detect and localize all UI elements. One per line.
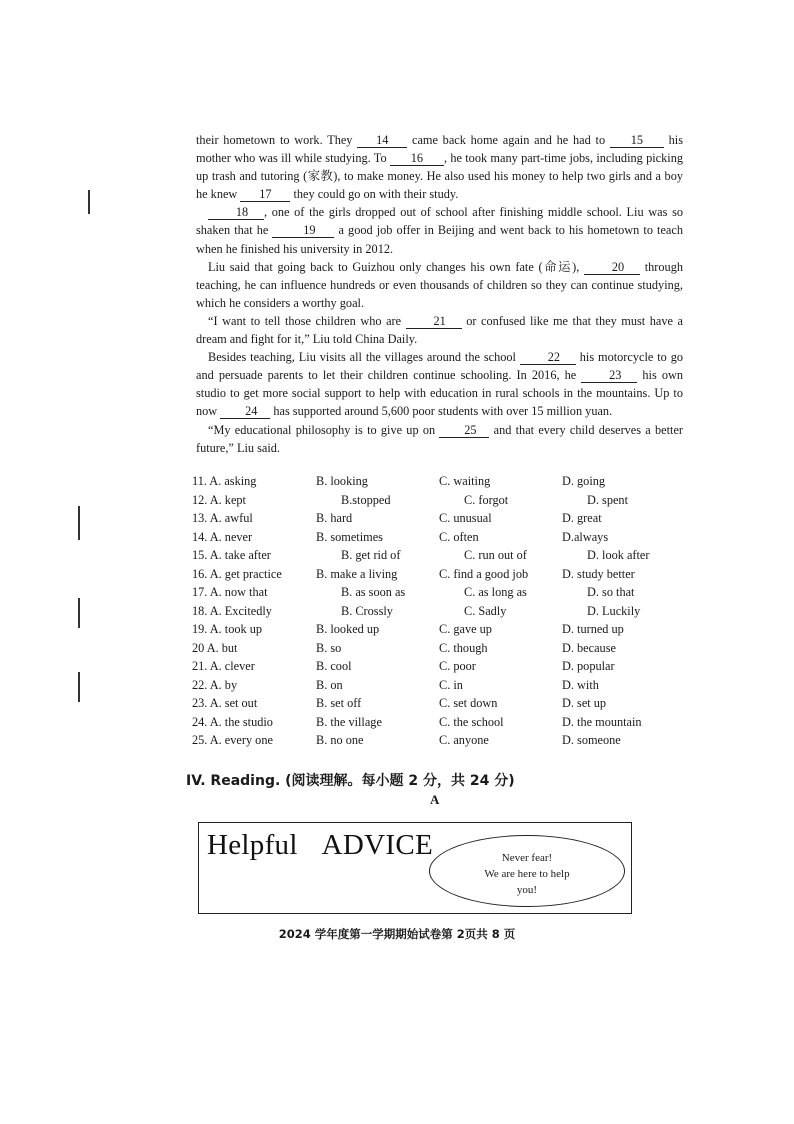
option-d: D. going <box>562 474 606 488</box>
option-d: D. the mountain <box>562 714 642 729</box>
option-b: B. sometimes <box>316 529 383 544</box>
option-a: 18. A. Excitedly <box>192 603 272 618</box>
option-a: 21. A. clever <box>192 659 255 673</box>
text: his motorcycle to go and persuade parents to let their children continue schooling. In 2016, he <box>196 350 683 383</box>
text: , one of the girls dropped out of school after finishing middle school. Liu was so shaken that he <box>196 205 683 238</box>
bubble-line-1: Never fear! <box>501 852 553 864</box>
option-b: B. as soon as <box>341 585 406 599</box>
option-row-21 <box>192 659 692 678</box>
option-c: C. gave up <box>439 622 492 636</box>
text: came back home again and he had to <box>407 133 610 147</box>
option-c: C. forgot <box>464 492 509 507</box>
option-c: C. find a good job <box>439 566 529 581</box>
option-d: D.always <box>562 529 609 544</box>
option-b: B. cool <box>316 659 352 673</box>
option-row-18 <box>192 604 692 623</box>
option-a: 25. A. every one <box>192 733 273 747</box>
option-c: C. poor <box>439 659 476 673</box>
text: his own studio to get more social support to help with education in rural schools in the mountains. Up to now <box>196 368 683 419</box>
option-a: 23. A. set out <box>192 696 258 710</box>
paragraph-4 <box>196 312 683 348</box>
option-row-13 <box>192 511 692 530</box>
cloze-passage <box>196 131 683 457</box>
option-c: C. as long as <box>464 585 527 599</box>
option-d: D. popular <box>562 659 615 673</box>
text: a good job offer in Beijing and went back to his hometown to teach when he finished his university in 2012. <box>196 223 683 256</box>
paragraph-1 <box>196 131 683 203</box>
option-d: D. with <box>562 677 599 692</box>
option-row-14 <box>192 530 692 549</box>
paragraph-5 <box>196 348 683 420</box>
text: has supported around 5,600 poor students with over 15 million yuan. <box>270 404 613 419</box>
option-row-11 <box>192 474 692 493</box>
option-c: C. run out of <box>464 548 527 562</box>
option-row-16 <box>192 567 692 586</box>
option-c: C. waiting <box>439 474 491 488</box>
option-b: B. on <box>316 677 343 692</box>
paragraph-2 <box>196 203 683 257</box>
option-d: D. so that <box>587 585 635 599</box>
advice-ad-box <box>198 822 632 914</box>
blank-23: 23 <box>581 368 637 383</box>
option-b: B. set off <box>316 696 362 710</box>
answer-options <box>192 474 692 752</box>
option-d: D. study better <box>562 566 635 581</box>
blank-16: 16 <box>390 151 444 166</box>
option-b: B. no one <box>316 733 364 747</box>
option-a: 17. A. now that <box>192 585 268 599</box>
option-row-25 <box>192 733 692 752</box>
option-a: 22. A. by <box>192 677 238 692</box>
option-row-24 <box>192 715 692 734</box>
option-b: B. get rid of <box>341 548 401 562</box>
option-row-19 <box>192 622 692 641</box>
option-b: B. hard <box>316 511 353 525</box>
option-c: C. anyone <box>439 733 489 747</box>
paragraph-6 <box>196 421 683 457</box>
text: his mother who was ill while studying. To <box>196 133 683 166</box>
option-c: C. unusual <box>439 511 492 525</box>
option-a: 24. A. the studio <box>192 714 273 729</box>
blank-15: 15 <box>610 133 664 148</box>
option-d: D. spent <box>587 492 628 507</box>
blank-24: 24 <box>220 404 270 419</box>
option-d: D. look after <box>587 548 650 562</box>
blank-14: 14 <box>357 133 407 148</box>
option-a: 11. A. asking <box>192 474 257 488</box>
option-d: D. someone <box>562 733 621 747</box>
option-b: B. so <box>316 640 342 655</box>
option-c: C. in <box>439 677 463 692</box>
text: “My educational philosophy is to give up on <box>208 422 440 437</box>
option-b: B.stopped <box>341 492 391 507</box>
option-a: 12. A. kept <box>192 492 246 507</box>
text: through teaching, he can influence hundreds or even thousands of children so they can continue studying, which he considers a worthy goal. <box>196 259 683 310</box>
blank-21: 21 <box>406 314 462 329</box>
margin-mark <box>78 598 80 628</box>
option-d: D. turned up <box>562 622 624 636</box>
option-c: C. though <box>439 640 488 655</box>
option-row-17 <box>192 585 692 604</box>
option-c: C. often <box>439 529 479 544</box>
section-title: IV. Reading. (阅读理解。每小题 2 分，共 24 分) <box>186 773 515 789</box>
option-c: C. the school <box>439 714 504 729</box>
option-b: B. Crossly <box>341 603 393 618</box>
paragraph-3 <box>196 258 683 312</box>
option-b: B. make a living <box>316 566 398 581</box>
option-row-12 <box>192 493 692 512</box>
option-row-23 <box>192 696 692 715</box>
blank-25: 25 <box>439 423 489 438</box>
page-footer: 2024 学年度第一学期期始试卷第 2页共 8 页 <box>278 927 516 941</box>
blank-17: 17 <box>240 187 290 202</box>
section-letter: A <box>430 792 440 807</box>
option-a: 13. A. awful <box>192 511 253 525</box>
text: or confused like me that they must have a dream and fight for it,” Liu told China Daily. <box>196 313 683 347</box>
option-d: D. set up <box>562 696 607 710</box>
bubble-line-2: We are here to help <box>484 868 570 880</box>
margin-mark <box>78 672 80 702</box>
margin-mark <box>88 190 90 214</box>
text: their hometown to work. They <box>196 133 358 147</box>
blank-18: 18 <box>208 205 264 220</box>
option-d: D. great <box>562 511 602 525</box>
option-a: 14. A. never <box>192 529 253 544</box>
margin-mark <box>78 506 80 540</box>
option-a: 16. A. get practice <box>192 566 282 581</box>
blank-20: 20 <box>584 260 640 275</box>
text: Besides teaching, Liu visits all the villages around the school <box>208 350 520 365</box>
option-a: 15. A. take after <box>192 548 271 562</box>
option-row-20 <box>192 641 692 660</box>
blank-22: 22 <box>520 350 576 365</box>
option-b: B. the village <box>316 714 382 729</box>
option-d: D. because <box>562 640 616 655</box>
text: Liu said that going back to Guizhou only changes his own fate (命运), <box>208 259 585 274</box>
option-a: 19. A. took up <box>192 622 263 636</box>
text: and that every child deserves a better future,” Liu said. <box>196 422 683 455</box>
text: “I want to tell those children who are <box>208 313 406 328</box>
option-c: C. Sadly <box>464 603 507 618</box>
option-c: C. set down <box>439 696 498 710</box>
blank-19: 19 <box>272 223 334 238</box>
ad-title: Helpful ADVICE <box>207 829 433 861</box>
bubble-line-3: you! <box>516 884 538 896</box>
text: , he took many part-time jobs, including picking up trash and tutoring (家教), to make money. He also used his money to help two girls and a boy he knew <box>196 151 683 202</box>
option-b: B. looking <box>316 474 368 488</box>
option-row-15 <box>192 548 692 567</box>
text: they could go on with their study. <box>290 187 459 202</box>
option-d: D. Luckily <box>587 603 641 618</box>
speech-bubble <box>429 835 625 907</box>
option-a: 20 A. but <box>192 640 238 655</box>
option-row-22 <box>192 678 692 697</box>
option-b: B. looked up <box>316 622 380 636</box>
